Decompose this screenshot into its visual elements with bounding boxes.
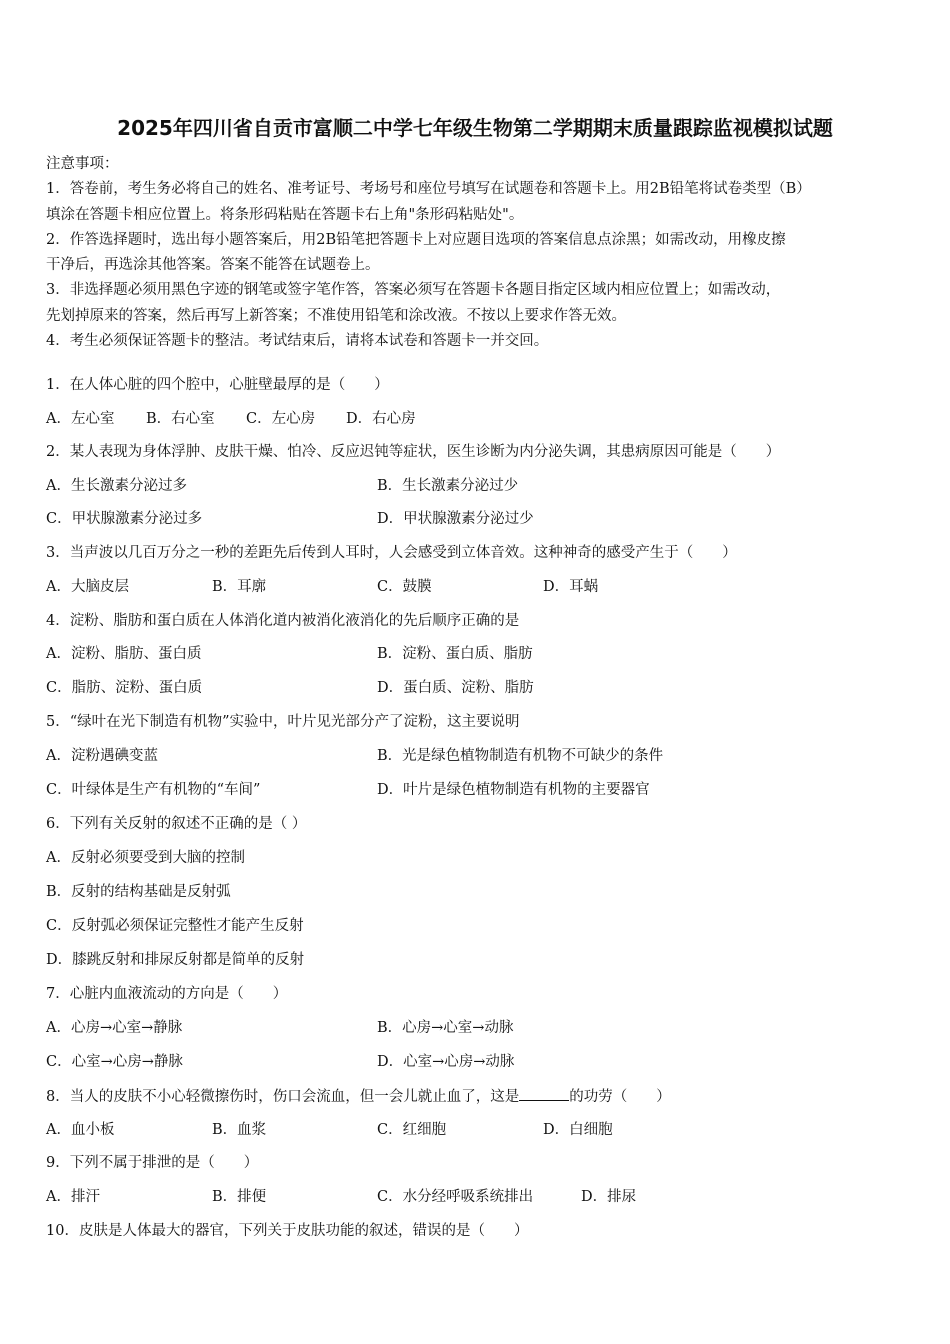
q6-option-c: C．反射弧必须保证完整性才能产生反射 bbox=[46, 918, 304, 934]
q7-option-c: C．心室→心房→静脉 bbox=[46, 1054, 183, 1070]
question-10-stem: 10．皮肤是人体最大的器官，下列关于皮肤功能的叙述，错误的是（ ） bbox=[46, 1223, 529, 1239]
notice-line: 1．答卷前，考生务必将自己的姓名、准考证号、考场号和座位号填写在试题卷和答题卡上。用2B铅笔将试卷类型（B） bbox=[46, 181, 811, 198]
q1-option-d: D．右心房 bbox=[346, 411, 416, 427]
q9-option-a: A．排汗 bbox=[46, 1189, 100, 1205]
q6-option-b: B．反射的结构基础是反射弧 bbox=[46, 884, 231, 900]
question-5-stem: 5．“绿叶在光下制造有机物”实验中，叶片见光部分产了淀粉，这主要说明 bbox=[46, 714, 520, 730]
q7-option-b: B．心房→心室→动脉 bbox=[377, 1020, 514, 1036]
question-1-stem: 1．在人体心脏的四个腔中，心脏壁最厚的是（ ） bbox=[46, 377, 389, 393]
question-9-stem: 9．下列不属于排泄的是（ ） bbox=[46, 1155, 259, 1171]
q4-option-d: D．蛋白质、淀粉、脂肪 bbox=[377, 680, 534, 696]
question-4-stem: 4．淀粉、脂肪和蛋白质在人体消化道内被消化液消化的先后顺序正确的是 bbox=[46, 613, 520, 629]
question-6-stem: 6．下列有关反射的叙述不正确的是（ ） bbox=[46, 816, 307, 832]
q2-option-c: C．甲状腺激素分泌过多 bbox=[46, 511, 203, 527]
notice-section bbox=[46, 152, 906, 354]
answer-blank bbox=[519, 1086, 569, 1101]
q5-option-b: B．光是绿色植物制造有机物不可缺少的条件 bbox=[377, 748, 664, 764]
q8-option-a: A．血小板 bbox=[46, 1122, 115, 1138]
notice-line: 3．非选择题必须用黑色字迹的钢笔或签字笔作答，答案必须写在答题卡各题目指定区域内相应位置上；如需改动， bbox=[46, 282, 781, 299]
q7-option-d: D．心室→心房→动脉 bbox=[377, 1054, 515, 1070]
q5-option-a: A．淀粉遇碘变蓝 bbox=[46, 748, 158, 764]
question-7-stem: 7．心脏内血液流动的方向是（ ） bbox=[46, 986, 288, 1002]
q4-option-c: C．脂肪、淀粉、蛋白质 bbox=[46, 680, 203, 696]
notice-heading: 注意事项： bbox=[46, 156, 119, 172]
q4-option-a: A．淀粉、脂肪、蛋白质 bbox=[46, 646, 202, 662]
q8-option-c: C．红细胞 bbox=[377, 1122, 447, 1138]
q3-option-c: C．鼓膜 bbox=[377, 579, 432, 595]
q4-option-b: B．淀粉、蛋白质、脂肪 bbox=[377, 646, 533, 662]
q2-option-d: D．甲状腺激素分泌过少 bbox=[377, 511, 534, 527]
question-3-stem: 3．当声波以几百万分之一秒的差距先后传到人耳时，人会感受到立体音效。这种神奇的感受产生于（ ） bbox=[46, 545, 737, 561]
q2-option-a: A．生长激素分泌过多 bbox=[46, 478, 187, 494]
q3-option-b: B．耳廓 bbox=[212, 579, 267, 595]
q1-option-a: A．左心室 bbox=[46, 411, 115, 427]
q9-option-c: C．水分经呼吸系统排出 bbox=[377, 1189, 534, 1205]
q8-stem-before: 8．当人的皮肤不小心轻微擦伤时，伤口会流血，但一会儿就止血了，这是 bbox=[46, 1089, 520, 1105]
notice-line: 先划掉原来的答案，然后再写上新答案；不准使用铅笔和涂改液。不按以上要求作答无效。 bbox=[46, 307, 626, 324]
q6-option-d: D．膝跳反射和排尿反射都是简单的反射 bbox=[46, 952, 305, 968]
q3-option-d: D．耳蜗 bbox=[543, 579, 599, 595]
notice-line: 填涂在答题卡相应位置上。将条形码粘贴在答题卡右上角"条形码粘贴处"。 bbox=[46, 206, 524, 223]
q1-option-b: B．右心室 bbox=[146, 411, 215, 427]
q3-option-a: A．大脑皮层 bbox=[46, 579, 129, 595]
question-8-stem bbox=[46, 1086, 671, 1107]
q6-option-a: A．反射必须要受到大脑的控制 bbox=[46, 850, 245, 866]
q9-option-d: D．排尿 bbox=[581, 1189, 637, 1205]
q8-stem-after: 的功劳（ ） bbox=[569, 1089, 671, 1105]
q2-option-b: B．生长激素分泌过少 bbox=[377, 478, 519, 494]
q5-option-d: D．叶片是绿色植物制造有机物的主要器官 bbox=[377, 782, 650, 798]
question-2-stem: 2．某人表现为身体浮肿、皮肤干燥、怕冷、反应迟钝等症状，医生诊断为内分泌失调，其患病原因可能是（ ） bbox=[46, 444, 781, 460]
q5-option-c: C．叶绿体是生产有机物的“车间” bbox=[46, 782, 261, 798]
notice-line: 4．考生必须保证答题卡的整洁。考试结束后，请将本试卷和答题卡一并交回。 bbox=[46, 333, 549, 350]
exam-title: 2025年四川省自贡市富顺二中学七年级生物第二学期期末质量跟踪监视模拟试题 bbox=[117, 116, 833, 140]
q8-option-b: B．血浆 bbox=[212, 1122, 267, 1138]
q9-option-b: B．排便 bbox=[212, 1189, 267, 1205]
q8-option-d: D．白细胞 bbox=[543, 1122, 613, 1138]
notice-line: 2．作答选择题时，选出每小题答案后，用2B铅笔把答题卡上对应题目选项的答案信息点涂黑；如需改动，用橡皮擦 bbox=[46, 231, 786, 248]
q7-option-a: A．心房→心室→静脉 bbox=[46, 1020, 183, 1036]
notice-line: 干净后，再选涂其他答案。答案不能答在试题卷上。 bbox=[46, 257, 380, 274]
q1-option-c: C．左心房 bbox=[246, 411, 316, 427]
